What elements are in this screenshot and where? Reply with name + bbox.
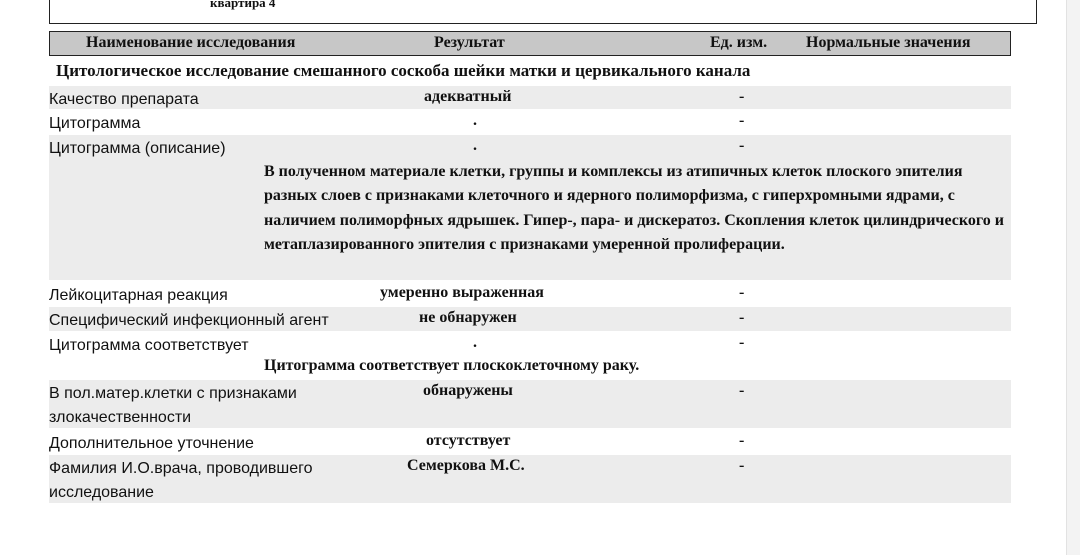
address-box (49, 0, 1037, 24)
row-unit: - (739, 88, 745, 105)
table-row (49, 455, 1011, 503)
row-name: Дополнительное уточнение (49, 435, 254, 452)
table-row (49, 307, 1011, 331)
table-row (49, 86, 1011, 109)
table-row (49, 380, 1011, 428)
row-value: адекватный (424, 88, 512, 105)
row-name: В пол.матер.клетки с признаками злокачественности (49, 385, 297, 426)
row-name: Цитограмма (49, 115, 141, 132)
row-value: Семеркова М.С. (407, 457, 525, 474)
row-value: отсутствует (426, 432, 511, 449)
table-row (49, 110, 1011, 134)
table-header (49, 31, 1011, 56)
row-name: Фамилия И.О.врача, проводившего исследование (49, 460, 313, 501)
row-unit: - (739, 457, 745, 474)
row-value: . (473, 112, 477, 129)
table-row (49, 282, 1011, 306)
header-name: Наименование исследования (86, 34, 296, 51)
cytogram-description: В полученном материале клетки, группы и комплексы из атипичных клеток плоского эпителия разных слоев с признаками клеточного и ядерного полиморфизма, с гиперхромными ядрами, с наличием полиморфных ядрышек. Гипер-, пара- и дискератоз. Скопления клеток цилиндрического и метаплазированного эпителия с признаками умеренной пролиферации. (264, 163, 1004, 254)
row-name: Качество препарата (49, 91, 199, 108)
row-value: . (473, 334, 477, 351)
row-name: Лейкоцитарная реакция (49, 287, 228, 304)
row-value: умеренно выраженная (380, 284, 544, 301)
address-text: квартира 4 (210, 0, 276, 10)
row-unit: - (739, 382, 745, 399)
row-name: Цитограмма соответствует (49, 337, 249, 354)
table-row (49, 332, 1011, 356)
row-unit: - (739, 334, 745, 351)
row-name: Цитограмма (описание) (49, 140, 226, 157)
row-unit: - (739, 309, 745, 326)
header-norm: Нормальные значения (806, 34, 971, 51)
scrollbar[interactable] (1066, 0, 1080, 555)
table-row (49, 430, 1011, 454)
row-value: обнаружены (423, 382, 513, 399)
row-value: не обнаружен (419, 309, 517, 326)
row-unit: - (739, 284, 745, 301)
header-result: Результат (434, 34, 505, 51)
section-title: Цитологическое исследование смешанного соскоба шейки матки и цервикального канала (56, 61, 751, 80)
header-unit: Ед. изм. (710, 34, 768, 51)
row-unit: - (739, 432, 745, 449)
cytogram-conclusion: Цитограмма соответствует плоскоклеточному раку. (264, 357, 640, 374)
row-unit: - (739, 137, 745, 154)
row-value: . (473, 137, 477, 154)
row-name: Специфический инфекционный агент (49, 312, 329, 329)
row-unit: - (739, 112, 745, 129)
